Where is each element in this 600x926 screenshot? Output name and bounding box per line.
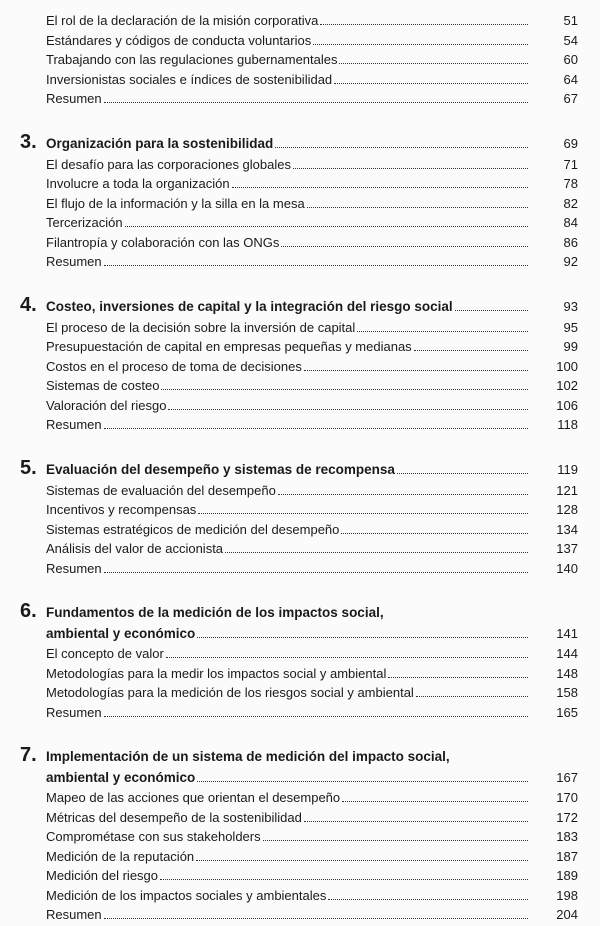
toc-entry[interactable] xyxy=(0,378,600,397)
chapter-title: Fundamentos de la medición de los impactos social, xyxy=(46,605,384,620)
page-number: 84 xyxy=(563,215,578,230)
dot-leader xyxy=(232,184,528,188)
toc-entry-title-line xyxy=(46,810,528,825)
toc-entry-title-line xyxy=(46,215,528,230)
page-number: 71 xyxy=(563,156,578,172)
page-number: 144 xyxy=(556,646,578,661)
toc-entry[interactable] xyxy=(0,339,600,358)
dot-leader xyxy=(104,425,528,429)
toc-entry[interactable] xyxy=(0,196,600,215)
dot-leader xyxy=(278,491,528,495)
toc-entry-title-line xyxy=(46,254,528,269)
toc-entry-title-line xyxy=(46,72,528,87)
page-number: 198 xyxy=(556,887,578,903)
toc-entry[interactable] xyxy=(0,522,600,541)
toc-entry-title: El rol de la declaración de la misión corporativa xyxy=(46,13,319,28)
dot-leader xyxy=(104,99,528,103)
toc-entry-title: Valoración del riesgo xyxy=(46,397,167,413)
toc-entry-title-line xyxy=(46,417,528,432)
toc-entry-title: Costos en el proceso de toma de decisiones xyxy=(46,358,302,374)
toc-entry-title: Medición del riesgo xyxy=(46,868,159,883)
page-number: 60 xyxy=(563,52,578,67)
toc-entry[interactable] xyxy=(0,541,600,560)
toc-entry-title-line xyxy=(46,13,528,28)
toc-entry[interactable] xyxy=(0,254,600,273)
dot-leader xyxy=(304,818,528,822)
toc-entry[interactable] xyxy=(0,176,600,195)
chapter-title-continued[interactable] xyxy=(0,626,600,645)
page-number: 99 xyxy=(563,339,578,354)
toc-entry-title: Resumen xyxy=(46,91,102,106)
toc-entry[interactable] xyxy=(0,359,600,378)
toc-entry-title: Tercerización xyxy=(46,215,123,230)
dot-leader xyxy=(125,223,528,227)
page-number: 170 xyxy=(556,790,578,805)
toc-entry-title: Sistemas de evaluación del desempeño xyxy=(46,482,276,498)
toc-entry-title-line xyxy=(46,705,528,720)
toc-entry-title-line xyxy=(46,52,528,67)
toc-entry-title: Resumen xyxy=(46,254,102,269)
toc-entry-title-line xyxy=(46,196,528,211)
dot-leader xyxy=(357,328,528,332)
toc-entry-title: Metodologías para la medir los impactos social y ambiental xyxy=(46,665,387,681)
page-number: 86 xyxy=(563,234,578,250)
dot-leader xyxy=(275,144,528,148)
toc-entry-title-line xyxy=(46,749,528,764)
page-number: 134 xyxy=(556,521,578,537)
toc-entry-title-line xyxy=(46,541,528,556)
toc-entry-title-line xyxy=(46,33,528,48)
page-number: 92 xyxy=(563,254,578,269)
toc-entry[interactable] xyxy=(0,398,600,417)
toc-entry-title: El flujo de la información y la silla en la mesa xyxy=(46,195,305,211)
toc-entry[interactable] xyxy=(0,561,600,580)
dot-leader xyxy=(388,674,528,678)
toc-entry[interactable] xyxy=(0,52,600,71)
toc-entry-title-line xyxy=(46,868,528,883)
toc-chapter[interactable] xyxy=(0,456,600,481)
page-number: 69 xyxy=(563,135,578,151)
page-number: 187 xyxy=(556,848,578,864)
toc-entry-title-line xyxy=(46,359,528,374)
toc-entry-title-line xyxy=(46,605,528,620)
page-number: 172 xyxy=(556,809,578,825)
toc-entry-title-line xyxy=(46,626,528,641)
toc-entry[interactable] xyxy=(0,705,600,724)
toc-chapter[interactable] xyxy=(0,744,600,768)
toc-entry-title-line xyxy=(46,339,528,354)
chapter-number: 3. xyxy=(20,130,37,153)
dot-leader xyxy=(160,876,528,880)
toc-entry[interactable] xyxy=(0,849,600,868)
toc-entry-title: Medición de la reputación xyxy=(46,848,195,864)
dot-leader xyxy=(307,204,528,208)
dot-leader xyxy=(414,347,528,351)
toc-entry-title-line xyxy=(46,522,528,537)
dot-leader xyxy=(341,530,528,534)
page-number: 64 xyxy=(563,71,578,87)
toc-entry[interactable] xyxy=(0,810,600,829)
toc-entry[interactable] xyxy=(0,685,600,704)
toc-entry-title: Sistemas de costeo xyxy=(46,378,160,393)
dot-leader xyxy=(263,837,528,841)
page-number: 165 xyxy=(556,704,578,720)
toc-entry-title: Inversionistas sociales e índices de sostenibilidad xyxy=(46,71,333,87)
toc-entry[interactable] xyxy=(0,483,600,502)
dot-leader xyxy=(104,713,528,717)
chapter-title: Implementación de un sistema de medición del impacto social, xyxy=(46,749,450,764)
toc-entry[interactable] xyxy=(0,320,600,339)
chapter-number: 4. xyxy=(20,293,37,316)
toc-entry[interactable] xyxy=(0,502,600,521)
toc-entry-title-line xyxy=(46,176,528,191)
chapter-number: 5. xyxy=(20,456,37,479)
toc-entry-title: Trabajando con las regulaciones gubernamentales xyxy=(46,52,338,67)
dot-leader xyxy=(304,367,528,371)
toc-entry-title: El desafío para las corporaciones globales xyxy=(46,156,291,172)
chapter-title: Evaluación del desempeño y sistemas de recompensa xyxy=(46,461,395,477)
toc-entry-title-line xyxy=(46,561,528,576)
toc-entry-title-line xyxy=(46,646,528,661)
toc-entry-title-line xyxy=(46,235,528,250)
toc-entry-title: Métricas del desempeño de la sostenibilidad xyxy=(46,809,302,825)
toc-entry-title-line xyxy=(46,378,528,393)
page-number: 95 xyxy=(563,319,578,335)
toc-entry-title: Estándares y códigos de conducta voluntarios xyxy=(46,32,312,48)
toc-entry[interactable] xyxy=(0,33,600,52)
dot-leader xyxy=(313,41,528,45)
toc-entry[interactable] xyxy=(0,666,600,685)
toc-entry-title-line xyxy=(46,136,528,151)
dot-leader xyxy=(196,857,528,861)
toc-entry-title-line xyxy=(46,398,528,413)
toc-entry[interactable] xyxy=(0,907,600,926)
page-number: 189 xyxy=(556,868,578,883)
chapter-title: Costeo, inversiones de capital y la integración del riesgo social xyxy=(46,298,453,314)
page-number: 167 xyxy=(556,770,578,785)
dot-leader xyxy=(455,307,528,311)
page-number: 102 xyxy=(556,378,578,393)
toc-entry-title-line xyxy=(46,829,528,844)
toc-entry-title: Resumen xyxy=(46,704,102,720)
dot-leader xyxy=(104,569,528,573)
toc-entry[interactable] xyxy=(0,829,600,848)
toc-entry[interactable] xyxy=(0,868,600,887)
page-number: 158 xyxy=(556,685,578,700)
toc-entry-title: Resumen xyxy=(46,907,102,922)
toc-entry[interactable] xyxy=(0,13,600,32)
dot-leader xyxy=(104,915,528,919)
toc-entry-title-line xyxy=(46,462,528,477)
toc-entry-title: Involucre a toda la organización xyxy=(46,176,230,191)
dot-leader xyxy=(342,798,528,802)
toc-entry-title-line xyxy=(46,907,528,922)
page-number: 148 xyxy=(556,665,578,681)
toc-entry-title: Filantropía y colaboración con las ONGs xyxy=(46,234,280,250)
dot-leader xyxy=(328,896,528,900)
toc-entry-title: Incentivos y recompensas xyxy=(46,502,197,517)
page-number: 141 xyxy=(556,626,578,641)
page-number: 51 xyxy=(563,13,578,28)
toc-entry-title-line xyxy=(46,483,528,498)
toc-entry-title: Medición de los impactos sociales y ambientales xyxy=(46,887,327,903)
toc-chapter[interactable] xyxy=(0,600,600,624)
toc-entry[interactable] xyxy=(0,215,600,234)
chapter-title-continued[interactable] xyxy=(0,770,600,789)
chapter-title: Organización para la sostenibilidad xyxy=(46,135,274,151)
dot-leader xyxy=(397,470,528,474)
dot-leader xyxy=(339,60,528,64)
chapter-title: ambiental y económico xyxy=(46,626,196,641)
dot-leader xyxy=(225,549,528,553)
dot-leader xyxy=(197,634,528,638)
toc-chapter[interactable] xyxy=(0,293,600,318)
page-number: 106 xyxy=(556,397,578,413)
toc-entry-title: El proceso de la decisión sobre la inversión de capital xyxy=(46,319,356,335)
chapter-number: 6. xyxy=(20,600,37,622)
toc-entry-title-line xyxy=(46,157,528,172)
toc-entry-title-line xyxy=(46,790,528,805)
toc-entry-title-line xyxy=(46,299,528,314)
toc-entry[interactable] xyxy=(0,417,600,436)
toc-entry[interactable] xyxy=(0,790,600,809)
toc-entry-title-line xyxy=(46,666,528,681)
chapter-number: 7. xyxy=(20,744,37,766)
page-number: 183 xyxy=(556,829,578,844)
chapter-title: ambiental y económico xyxy=(46,770,196,785)
page-number: 128 xyxy=(556,502,578,517)
toc-entry-title: El concepto de valor xyxy=(46,646,164,661)
toc-entry-title: Resumen xyxy=(46,417,102,432)
page-number: 204 xyxy=(556,907,578,922)
dot-leader xyxy=(416,693,528,697)
toc-entry-title-line xyxy=(46,770,528,785)
page-number: 67 xyxy=(563,91,578,106)
dot-leader xyxy=(166,654,528,658)
toc-entry-title-line xyxy=(46,685,528,700)
page-number: 100 xyxy=(556,358,578,374)
toc-entry-title: Resumen xyxy=(46,560,102,576)
page-number: 93 xyxy=(563,298,578,314)
toc-entry-title: Comprométase con sus stakeholders xyxy=(46,829,261,844)
page-number: 137 xyxy=(556,541,578,556)
dot-leader xyxy=(104,262,528,266)
toc-entry[interactable] xyxy=(0,646,600,665)
page-number: 82 xyxy=(563,195,578,211)
toc-entry-title-line xyxy=(46,320,528,335)
dot-leader xyxy=(281,243,528,247)
toc-entry-title: Análisis del valor de accionista xyxy=(46,541,224,556)
toc-entry-title: Mapeo de las acciones que orientan el desempeño xyxy=(46,790,341,805)
toc-entry[interactable] xyxy=(0,888,600,907)
page-number: 54 xyxy=(563,32,578,48)
dot-leader xyxy=(168,406,528,410)
toc-entry-title-line xyxy=(46,888,528,903)
page-number: 119 xyxy=(557,461,578,477)
toc-entry-title-line xyxy=(46,502,528,517)
toc-chapter[interactable] xyxy=(0,130,600,155)
dot-leader xyxy=(334,80,528,84)
toc-entry[interactable] xyxy=(0,91,600,110)
dot-leader xyxy=(293,165,528,169)
toc-entry-title-line xyxy=(46,849,528,864)
toc-entry-title-line xyxy=(46,91,528,106)
toc-entry[interactable] xyxy=(0,157,600,176)
toc-entry-title: Metodologías para la medición de los riesgos social y ambiental xyxy=(46,685,414,700)
toc-entry[interactable] xyxy=(0,72,600,91)
dot-leader xyxy=(161,386,528,390)
toc-entry[interactable] xyxy=(0,235,600,254)
toc-entry-title: Sistemas estratégicos de medición del desempeño xyxy=(46,521,340,537)
page-number: 140 xyxy=(556,560,578,576)
page-number: 121 xyxy=(556,482,578,498)
dot-leader xyxy=(198,510,528,514)
page-number: 78 xyxy=(563,176,578,191)
page-number: 118 xyxy=(557,417,578,432)
dot-leader xyxy=(197,778,528,782)
dot-leader xyxy=(320,21,528,25)
toc-entry-title: Presupuestación de capital en empresas pequeñas y medianas xyxy=(46,339,412,354)
